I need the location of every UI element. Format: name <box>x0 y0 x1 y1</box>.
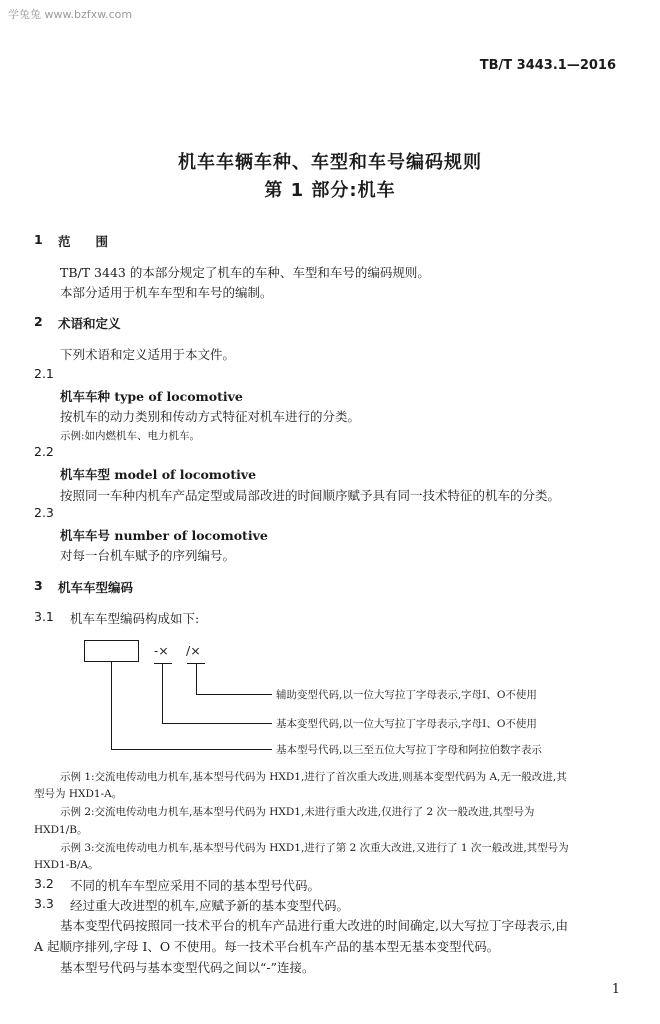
label-auxiliary-variant-code: 辅助变型代码,以一位大写拉丁字母表示,字母I、O不使用 <box>276 689 537 701</box>
clause-3-3-number: 3.3 <box>34 896 54 911</box>
example-3-line-2: HXD1-B/A。 <box>34 859 99 871</box>
clause-2-3-number: 2.3 <box>34 505 54 520</box>
section-2-intro: 下列术语和定义适用于本文件。 <box>60 347 236 362</box>
clause-3-3-paragraph-1-line-1: 基本变型代码按照同一技术平台的机车产品进行重大改进的时间确定,以大写拉丁字母表示,由 <box>60 918 568 933</box>
label-basic-variant-code: 基本变型代码,以一位大写拉丁字母表示,字母I、O不使用 <box>276 718 537 730</box>
clause-3-2-text: 不同的机车车型应采用不同的基本型号代码。 <box>70 878 321 893</box>
leader-basic-model-vertical <box>111 662 112 749</box>
clause-3-2-number: 3.2 <box>34 876 54 891</box>
clause-3-1-number: 3.1 <box>34 609 54 624</box>
term-2-1: 机车车种 type of locomotive <box>60 389 243 404</box>
example-1-line-2: 型号为 HXD1-A。 <box>34 788 123 800</box>
definition-2-1: 按机车的动力类别和传动方式特征对机车进行的分类。 <box>60 409 361 424</box>
section-1-paragraph-1: TB/T 3443 的本部分规定了机车的车种、车型和车号的编码规则。 <box>60 265 430 280</box>
label-basic-model-code: 基本型号代码,以三至五位大写拉丁字母和阿拉伯数字表示 <box>276 744 542 756</box>
clause-2-2-number: 2.2 <box>34 444 54 459</box>
section-3-heading: 机车车型编码 <box>58 580 134 595</box>
clause-2-1-number: 2.1 <box>34 366 54 381</box>
example-1-line-1: 示例 1:交流电传动电力机车,基本型号代码为 HXD1,进行了首次重大改进,则基本变型代码为 A,无一般改进,其 <box>60 771 567 783</box>
standard-number: TB/T 3443.1—2016 <box>479 58 616 73</box>
definition-2-2: 按照同一车种内机车产品定型或局部改进的时间顺序赋予具有同一技术特征的机车的分类。 <box>60 488 561 503</box>
document-subtitle: 第 1 部分:机车 <box>264 180 396 201</box>
example-2-line-1: 示例 2:交流电传动电力机车,基本型号代码为 HXD1,未进行重大改进,仅进行了 2 次一般改进,其型号为 <box>60 806 535 818</box>
leader-basic-variant-horizontal <box>162 723 272 724</box>
clause-3-3-paragraph-2: 基本型号代码与基本变型代码之间以“-”连接。 <box>60 960 315 975</box>
separator-basic-variant: -× <box>154 643 169 658</box>
watermark: 学兔兔 www.bzfxw.com <box>8 8 133 21</box>
section-2-heading: 术语和定义 <box>58 316 121 331</box>
example-2-1: 示例:如内燃机车、电力机车。 <box>60 430 201 442</box>
example-2-line-2: HXD1/B。 <box>34 824 88 836</box>
clause-3-1-text: 机车车型编码构成如下: <box>70 611 200 626</box>
section-2-number: 2 <box>34 314 43 329</box>
separator-auxiliary-variant: /× <box>186 643 201 658</box>
clause-3-3-paragraph-1-line-2: A 起顺序排列,字母 I、O 不使用。每一技术平台机车产品的基本型无基本变型代码。 <box>34 939 500 954</box>
leader-aux-horizontal <box>196 694 272 695</box>
section-3-number: 3 <box>34 578 43 593</box>
example-3-line-1: 示例 3:交流电传动电力机车,基本型号代码为 HXD1,进行了第 2 次重大改进,又进行了 1 次一般改进,其型号为 <box>60 842 569 854</box>
leader-basic-model-horizontal <box>111 749 272 750</box>
section-1-number: 1 <box>34 232 43 247</box>
leader-aux-vertical <box>196 664 197 694</box>
definition-2-3: 对每一台机车赋予的序列编号。 <box>60 548 236 563</box>
leader-basic-variant-vertical <box>162 664 163 723</box>
clause-3-3-text: 经过重大改进型的机车,应赋予新的基本变型代码。 <box>70 898 349 913</box>
term-2-2: 机车车型 model of locomotive <box>60 467 257 482</box>
code-structure-box <box>84 640 139 662</box>
section-1-heading: 范 围 <box>58 234 109 249</box>
term-2-3: 机车车号 number of locomotive <box>60 528 268 543</box>
page-number: 1 <box>611 982 620 997</box>
document-title: 机车车辆车种、车型和车号编码规则 <box>178 152 482 173</box>
section-1-paragraph-2: 本部分适用于机车车型和车号的编制。 <box>60 285 273 300</box>
